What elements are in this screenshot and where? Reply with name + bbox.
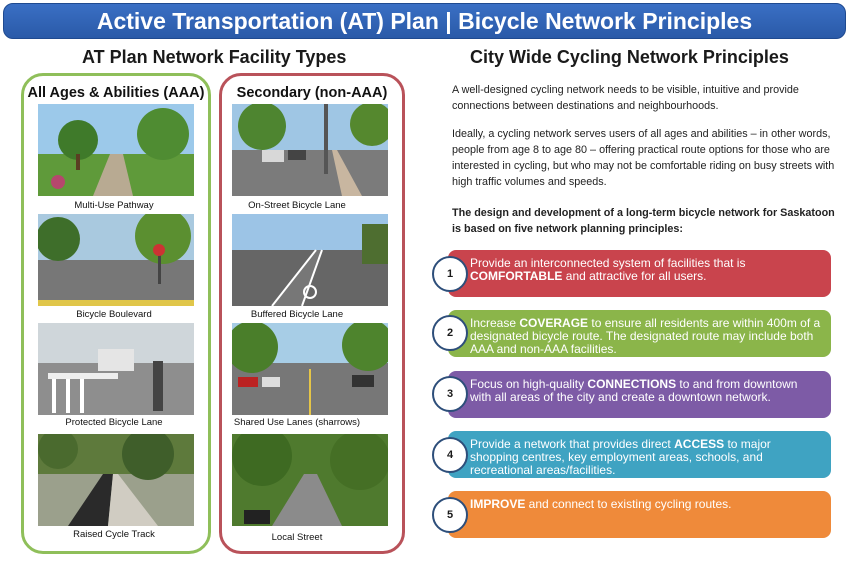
caption-buffered-bicycle-lane: Buffered Bicycle Lane — [250, 309, 344, 320]
multi-use-pathway-photo — [38, 104, 194, 196]
intro-paragraph-1: A well-designed cycling network needs to be visible, intuitive and provide connections between destinations and neighbourhoods. — [452, 84, 799, 112]
raised-cycle-track-photo — [38, 434, 194, 526]
aaa-panel-title: All Ages & Abilities (AAA) — [27, 85, 205, 101]
caption-raised-cycle-track: Raised Cycle Track — [73, 529, 155, 540]
bicycle-boulevard-photo — [38, 214, 194, 306]
facility-types-heading: AT Plan Network Facility Types — [82, 47, 347, 67]
caption-local-street: Local Street — [271, 532, 323, 543]
page-banner — [3, 3, 846, 39]
local-street-photo — [232, 434, 388, 526]
principle-5-box: IMPROVE and connect to existing cycling routes. — [448, 491, 831, 538]
principle-5-number: 5 — [432, 497, 468, 533]
principle-2-number: 2 — [432, 315, 468, 351]
buffered-bicycle-lane-photo — [232, 214, 388, 306]
caption-multi-use-pathway: Multi-Use Pathway — [74, 200, 154, 211]
shared-use-lanes-photo — [232, 323, 388, 415]
principle-4-number: 4 — [432, 437, 468, 473]
secondary-panel-title: Secondary (non-AAA) — [236, 85, 388, 101]
principles-heading: City Wide Cycling Network Principles — [470, 47, 789, 67]
page-title: Active Transportation (AT) Plan | Bicycle Network Principles — [96, 8, 753, 34]
on-street-bicycle-lane-photo — [232, 104, 388, 196]
intro-paragraph-2: Ideally, a cycling network serves users of all ages and abilities – in other words, people from age 8 to age 80 – offering practical route options for those who are interested in cycling, but who may not be comfortable riding on busy streets with high traffic volumes and speeds. — [452, 128, 835, 188]
principle-4-box: Provide a network that provides direct ACCESS to major shopping centres, key employment areas, schools, and recreational areas/facilities. — [448, 431, 831, 478]
principle-1-box: Provide an interconnected system of facilities that is COMFORTABLE and attractive for all users. — [448, 250, 831, 297]
caption-on-street-bicycle-lane: On-Street Bicycle Lane — [248, 200, 346, 211]
protected-bicycle-lane-photo — [38, 323, 194, 415]
principle-2-box: Increase COVERAGE to ensure all residents are within 400m of a designated bicycle route. The designated route may include both AAA and non-AAA facilities. — [448, 310, 831, 357]
principle-3-number: 3 — [432, 376, 468, 412]
caption-protected-bicycle-lane: Protected Bicycle Lane — [65, 417, 163, 428]
caption-bicycle-boulevard: Bicycle Boulevard — [76, 309, 152, 320]
intro-paragraph-3: The design and development of a long-term bicycle network for Saskatoon is based on five network planning principles: — [452, 207, 835, 235]
principle-1-number: 1 — [432, 256, 468, 292]
principle-3-box: Focus on high-quality CONNECTIONS to and from downtown with all areas of the city and create a downtown network. — [448, 371, 831, 418]
caption-shared-use-lanes: Shared Use Lanes (sharrows) — [233, 417, 361, 428]
